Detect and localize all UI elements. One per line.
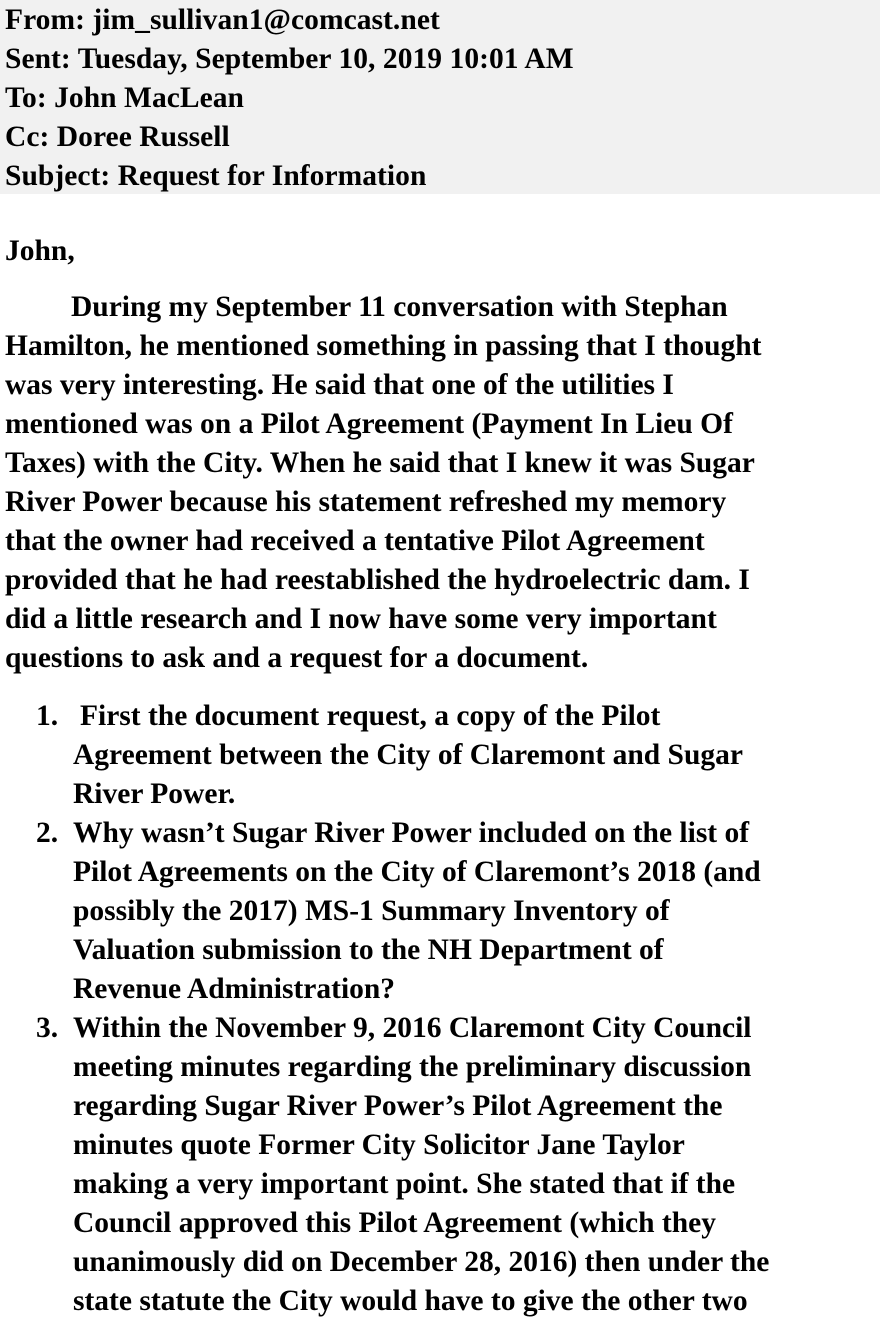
paragraph-line: Taxes) with the City. When he said that I knew it was Sugar: [5, 447, 755, 479]
list-line: Why wasn’t Sugar River Power included on the list of: [73, 817, 750, 849]
paragraph-line: did a little research and I now have some very important: [5, 603, 717, 635]
list-line: Agreement between the City of Claremont and Sugar: [73, 739, 743, 771]
list-line: meeting minutes regarding the preliminary discussion: [73, 1051, 752, 1083]
subject-line: Subject: Request for Information: [5, 160, 427, 192]
list-line: Council approved this Pilot Agreement (which they: [73, 1207, 716, 1239]
cc-line: Cc: Doree Russell: [5, 121, 230, 153]
paragraph-line: provided that he had reestablished the hydroelectric dam. I: [5, 564, 750, 596]
list-line: Pilot Agreements on the City of Claremont’s 2018 (and: [73, 856, 761, 888]
list-line: making a very important point. She stated that if the: [73, 1168, 736, 1200]
list-number: 1.: [36, 700, 59, 732]
list-line: River Power.: [73, 778, 236, 810]
list-line: unanimously did on December 28, 2016) then under the: [73, 1246, 770, 1278]
list-number: 2.: [36, 817, 59, 849]
paragraph-line: was very interesting. He said that one of the utilities I: [5, 369, 674, 401]
paragraph-line: River Power because his statement refreshed my memory: [5, 486, 727, 518]
paragraph-line: mentioned was on a Pilot Agreement (Payment In Lieu Of: [5, 408, 733, 440]
paragraph-line: that the owner had received a tentative Pilot Agreement: [5, 525, 705, 557]
list-number: 3.: [36, 1012, 59, 1044]
salutation: John,: [5, 235, 75, 267]
paragraph-line: Hamilton, he mentioned something in passing that I thought: [5, 330, 762, 362]
list-line: First the document request, a copy of the Pilot: [80, 700, 661, 732]
paragraph-line: questions to ask and a request for a document.: [5, 642, 589, 674]
sent-line: Sent: Tuesday, September 10, 2019 10:01 AM: [5, 43, 574, 75]
email-header: [0, 0, 880, 194]
from-line: From: jim_sullivan1@comcast.net: [5, 4, 440, 36]
list-line: Valuation submission to the NH Department of: [73, 934, 664, 966]
list-line: possibly the 2017) MS-1 Summary Inventory of: [73, 895, 670, 927]
list-line: minutes quote Former City Solicitor Jane Taylor: [73, 1129, 685, 1161]
list-line: state statute the City would have to give the other two: [73, 1285, 748, 1317]
paragraph-line: During my September 11 conversation with Stephan: [71, 291, 728, 323]
list-line: Within the November 9, 2016 Claremont City Council: [73, 1012, 752, 1044]
list-line: regarding Sugar River Power’s Pilot Agreement the: [73, 1090, 723, 1122]
list-line: Revenue Administration?: [73, 973, 396, 1005]
to-line: To: John MacLean: [5, 82, 245, 114]
